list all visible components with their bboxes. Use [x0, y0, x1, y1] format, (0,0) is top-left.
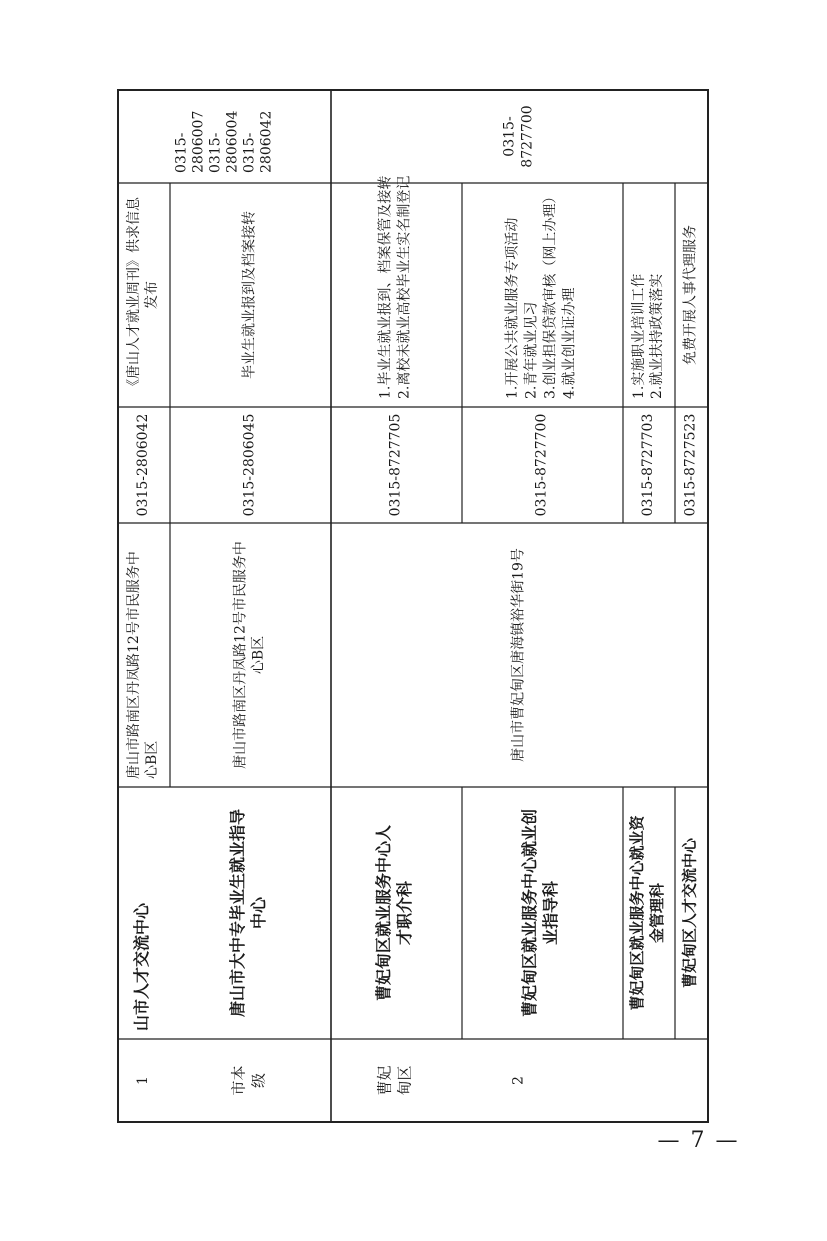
- unit-name: 曹妃甸区人才交流中心: [680, 837, 699, 989]
- service: 毕业生就业报到及档案接转: [241, 211, 258, 379]
- phone: 0315-2806045: [241, 413, 258, 517]
- consult-phone: 2806042: [258, 110, 275, 173]
- address: 唐山市路南区丹凤路12号市民服务中: [232, 541, 249, 769]
- consult-phone: 0315-: [173, 132, 190, 173]
- unit-name: 曹妃甸区就业服务中心就业资: [627, 815, 646, 1011]
- seq-number: 2: [510, 1076, 527, 1085]
- region-label: 甸区: [395, 1065, 414, 1096]
- service: 2.离校未就业高校毕业生实名制登记: [396, 175, 413, 399]
- unit-name: 山市人才交流中心: [132, 902, 152, 1031]
- unit-name: 中心: [249, 896, 269, 930]
- page-number: — 7 —: [657, 1128, 740, 1153]
- service: 1.实施职业培训工作: [630, 273, 647, 399]
- address: 心B区: [143, 740, 160, 779]
- service: 发布: [143, 281, 160, 309]
- address: 唐山市路南区丹凤路12号市民服务中: [125, 551, 142, 779]
- phone: 0315-8727700: [533, 413, 550, 517]
- region-label: 级: [249, 1072, 268, 1089]
- service: 2.青年就业见习: [523, 301, 540, 399]
- unit-name: 业指导科: [541, 880, 561, 946]
- service: 2.就业扶持政策落实: [648, 273, 665, 399]
- unit-name: 曹妃甸区就业服务中心就业创: [520, 808, 540, 1018]
- rotated-content: [125, 105, 699, 1095]
- service: 3.创业担保贷款审核（网上办理）: [542, 189, 559, 399]
- consult-phone: 0315-: [241, 132, 258, 173]
- phone: 0315-2806042: [134, 413, 151, 517]
- unit-name: 曹妃甸区就业服务中心人: [374, 824, 394, 1002]
- seq-number: 1: [134, 1076, 151, 1085]
- service: 1.毕业生就业报到、档案保管及接转: [377, 175, 394, 399]
- service: 《唐山人才就业周刊》供求信息: [125, 197, 142, 393]
- service: 免费开展人事代理服务: [682, 225, 699, 365]
- service: 1.开展公共就业服务专项活动: [504, 217, 521, 399]
- address: 唐山市曹妃甸区唐海镇裕华街19号: [510, 548, 527, 762]
- region-label: 曹妃: [375, 1065, 394, 1096]
- consult-phone: 2806004: [224, 110, 241, 173]
- region-label: 市本: [229, 1065, 248, 1096]
- phone: 0315-8727523: [682, 413, 699, 517]
- phone: 0315-8727703: [639, 413, 656, 517]
- consult-phone: 2806007: [190, 110, 207, 173]
- unit-name: 唐山市大中专毕业生就业指导: [228, 808, 248, 1018]
- consult-phone: 0315-: [501, 116, 518, 157]
- service: 4.就业创业证办理: [561, 287, 578, 399]
- unit-name: 才职介科: [395, 880, 415, 946]
- consult-phone: 8727700: [519, 105, 536, 168]
- address: 心B区: [250, 635, 267, 675]
- unit-name: 金管理科: [647, 882, 666, 944]
- phone: 0315-8727705: [387, 413, 404, 517]
- consult-phone: 0315-: [207, 132, 224, 173]
- table-grid: [118, 90, 708, 1122]
